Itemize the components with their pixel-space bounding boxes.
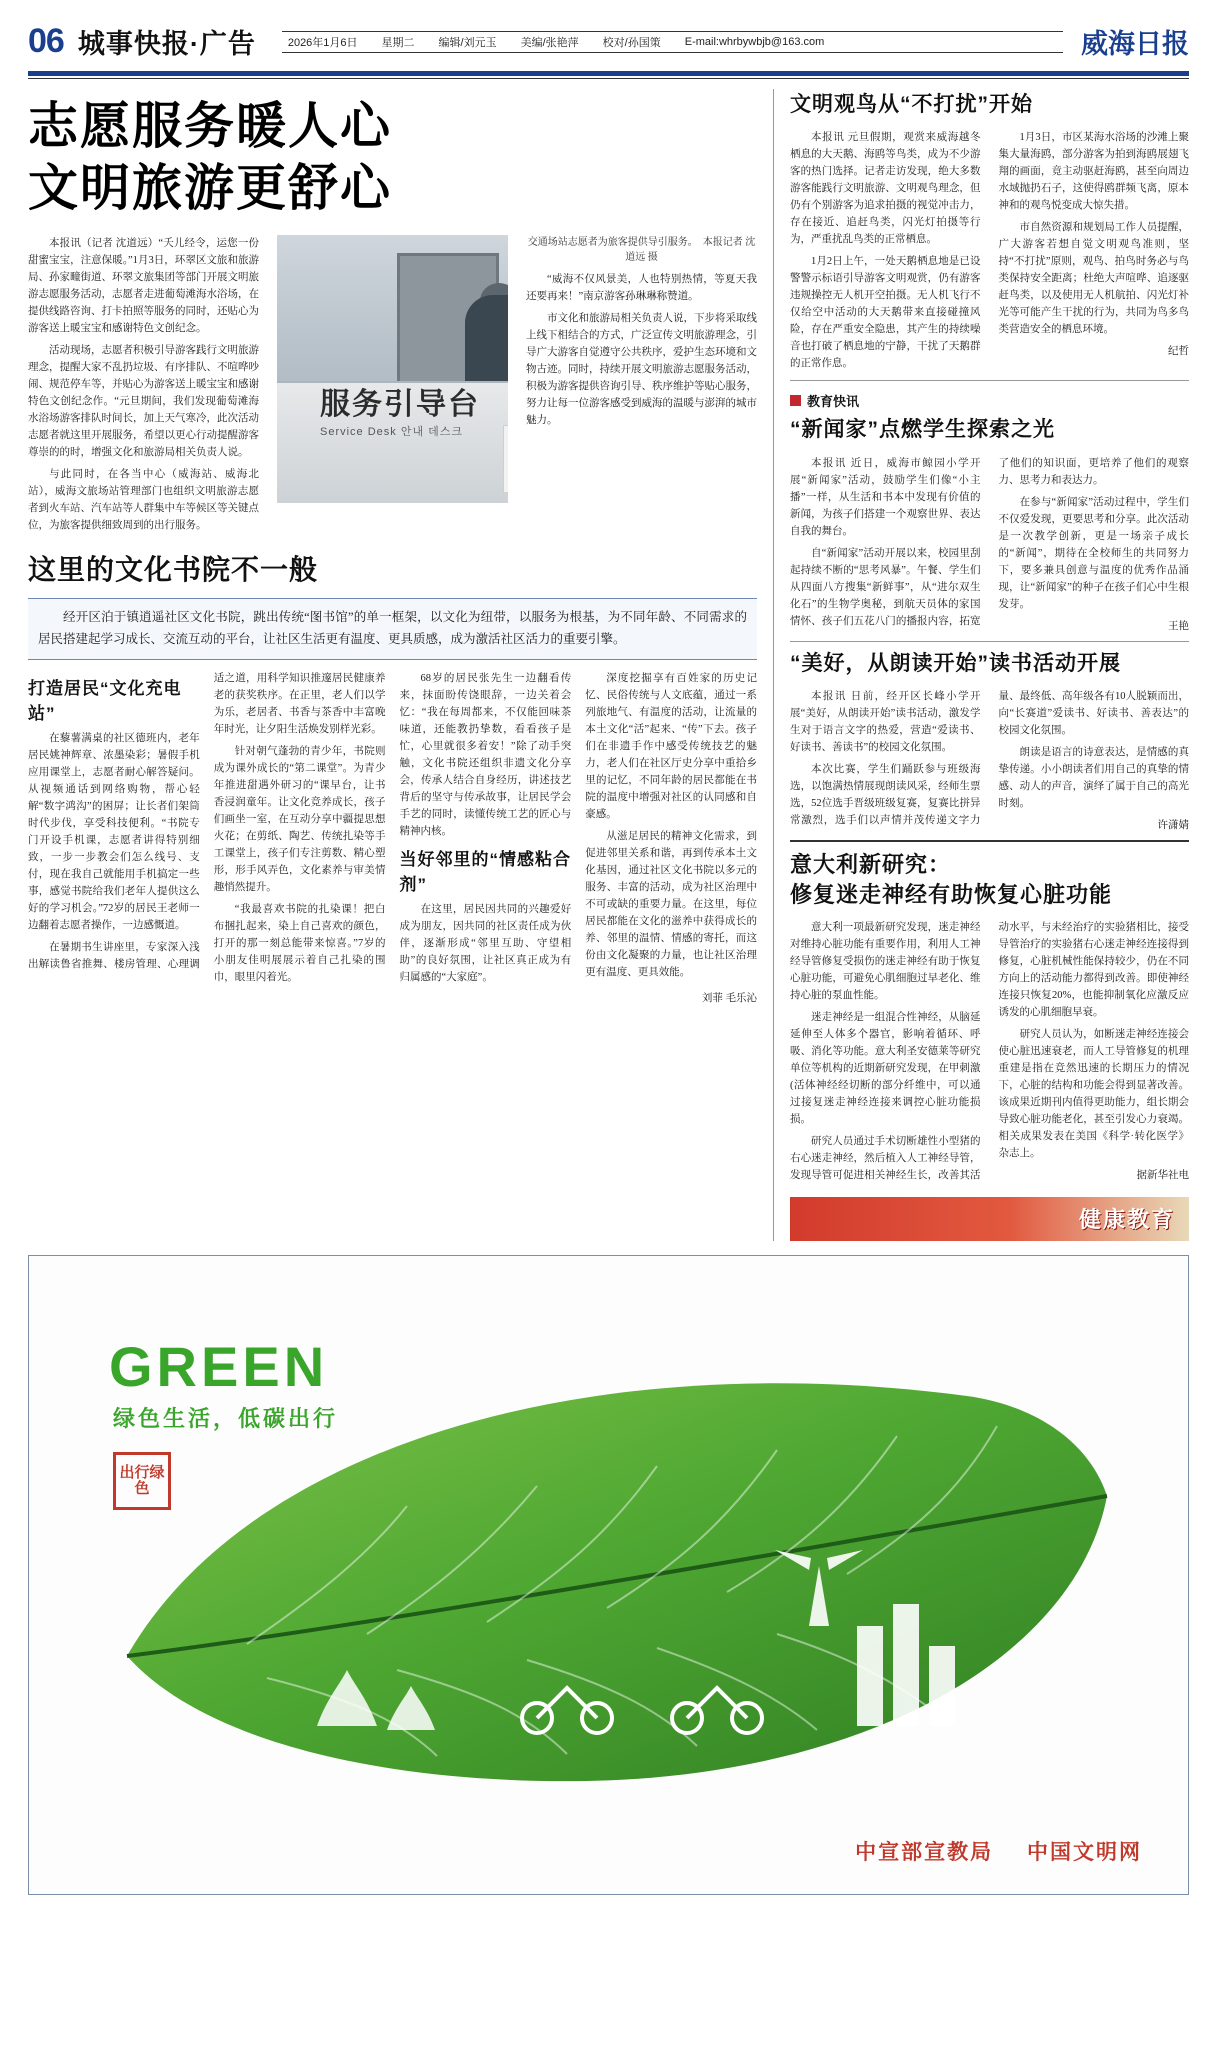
right-article1-body	[790, 129, 1189, 372]
article-paragraph: “威海不仅风景美，人也特别热情，等夏天我还要再来！”南京游客孙琳琳称赞道。	[526, 274, 757, 302]
main-headline-line1: 志愿服务暖人心	[28, 98, 392, 154]
ad-seal: 出行绿色	[113, 1452, 171, 1510]
health-education-badge	[790, 1197, 1189, 1241]
ad-footer	[829, 1836, 1142, 1866]
education-flag-label: 教育快讯	[807, 394, 860, 410]
masthead	[0, 0, 1217, 67]
article-paragraph: 研究人员通过手术切断雄性小型猪的右心迷走神经，然后植入人工神经导管，发现导管可促进相关神经生长，改善其活动水平，与未经治疗的实验猪相比，接受导管治疗的实验猪右心迷走神经连接得到修复，心脏机械性能保持较少，仍在不同方向上的活动能力都得到改善。即使神经连接只恢复20%，也能抑制氧化应激反应诱发的心肌细胞早衰。	[790, 922, 1189, 1182]
article-paragraph: 朗读是语言的诗意表达，是情感的真挚传递。小小朗读者们用自己的真挚的情感、动人的声音，演绎了属于自己的高光时刻。	[998, 747, 1189, 810]
desk-sign: 服务引导台 Service Desk 안내 데스크	[320, 388, 480, 438]
article-paragraph: 自“新闻家”活动开展以来，校园里刮起持续不断的“思考风暴”。午餐、学生们从四面八方搜集“新鲜事”，从“进尔双生化石”的生物学奥秘，到航天员体的家国情怀、孩子们五花八门的播报内容，拓宽了他们的知识面，更培养了他们的观察力、思考力和表达力。	[790, 457, 1189, 627]
weekday: 星期二	[381, 36, 415, 49]
article-paragraph: “我最喜欢书院的扎染课！把白布捆扎起来，染上自己喜欢的颜色，打开的那一刻总能带来惊喜。”7岁的小朋友佳明展展示着自己扎染的围巾，眼里闪着光。	[213, 903, 386, 983]
right-article3-headline: “美好，从朗读开始”读书活动开展	[790, 651, 1121, 675]
sub-headline-2: 当好邻里的“情感粘合剂”	[399, 849, 571, 894]
page-number: 06	[28, 22, 64, 60]
newspaper-brand: 威海日报	[1081, 29, 1189, 59]
right-divider-2	[790, 641, 1189, 642]
section-title: 城事快报·广告	[77, 29, 256, 59]
health-education-label: 健康教育	[1078, 1207, 1175, 1233]
masthead-meta	[282, 31, 1063, 53]
desk-sign-sub: Service Desk 안내 데스크	[320, 426, 464, 438]
right-article4-headline-line1: 意大利新研究：	[790, 852, 952, 878]
ad-subtitle: 绿色生活，低碳出行	[113, 1405, 339, 1431]
lead-article-body	[28, 235, 757, 534]
article-paragraph: 意大利一项最新研究发现，迷走神经对维持心脏功能有重要作用，利用人工神经导管修复受损伤的迷走神经有助于恢复心脏功能，可避免心肌细胞过早老化、维持心脏的泵血性能。	[790, 922, 981, 1002]
right-article2-headline: “新闻家”点燃学生探索之光	[790, 418, 1055, 442]
advertisement-green-living	[28, 1255, 1189, 1895]
article3-signature: 许潇婧	[1157, 820, 1189, 832]
article-paragraph: 在这里，居民因共同的兴趣爱好成为朋友，因共同的社区责任成为伙伴，逐渐形成“邻里互助、守望相助”的良好氛围，让社区真正成为有归属感的“大家庭”。	[399, 903, 572, 983]
article-paragraph: 市自然资源和规划局工作人员提醒，广大游客若想自觉文明观鸟准则，坚持“不打扰”原则，观鸟、拍鸟时务必与鸟类保持安全距离；杜绝大声喧哗、追逐驱赶鸟类，以及使用无人机航拍、闪光灯补光等可能产生干扰的行为，共同为鸟多鸟类营造安全的栖息环境。	[998, 222, 1189, 336]
article-paragraph: 本报讯 近日，威海市鲸园小学开展“新闻家”活动，鼓励学生们像“小主播”一样，从生活和书本中发现有价值的新闻，为孩子们搭建一个观察世界、表达自我的舞台。	[790, 457, 981, 537]
proofreader: 校对/孙国策	[602, 36, 661, 49]
article-paragraph: 在暑期书生讲座里，专家深入浅出解读鲁省推舞、楼房管理、心理调适之道，用科学知识推邃居民健康养老的获奖秩序。在正里，老人们以学为乐，老居者、书香与茶香中丰富晚年时光，让夕阳生活焕发别样光彩。	[28, 672, 386, 970]
article-paragraph: 在藜薯满桌的社区德班内，老年居民姚神辉章、浓墨染彩；暑假手机应用课堂上，志愿者耐心解答疑问。从视频通话到网络购物，帮心轻解“数字鸿沟”的困屏；让长者们架筒时代步伐，享受科技便利。“书院专门开设手机课，志愿者讲得特别细致，一步一步教会们怎么线号、支付，现在我自己就能用手机搞定一些事，感觉书院给我们老年人提供这么好的学习机会。”72岁的居民王老师一边翻着志愿者操作，一边感慨道。	[28, 732, 200, 931]
article-paragraph: 本报讯（记者 沈道远）“夭儿经令，运您一份甜蜜宝宝，注意保暖。”1月3日，环翠区文旅和旅游局、孙家疃街道、环翠文旅集团等部门开展文明旅游志愿服务活动，志愿者走进葡萄滩海水浴场，在提供线路咨询、打卡拍照等服务的同时，还贴心为游客送上暖宝宝和感谢特色文创纪念。	[28, 238, 259, 334]
main-headline-line2: 文明旅游更舒心	[28, 160, 392, 216]
right-article4-headline	[790, 850, 1189, 909]
masthead-rule	[28, 71, 1189, 76]
second-article-lead-box	[28, 598, 757, 660]
article-paragraph: 研究人员认为，如断迷走神经连接会使心脏迅速衰老，而人工导管修复的机理重建是指在竞然迅速的长期压力的情况下，心脏的结构和功能会得到显著改善。该成果近期刊内值得更助能力，组长期会导致心脏功能老化，甚至引发心力衰竭。相关成果发表在美国《科学·转化医学》杂志上。	[998, 1029, 1189, 1160]
contact-email: E-mail:whrbywbjb@163.com	[684, 35, 825, 48]
art-editor: 美编/张艳萍	[520, 36, 579, 49]
article1-signature: 纪哲	[1168, 346, 1189, 358]
red-square-icon	[790, 395, 801, 406]
article-paragraph: 与此同时，在各当中心（威海站、威海北站），威海文旅场站管理部门也组织文明旅游志愿者到火车站、汽车站等人群集中车等候区等关键点位，为旅客提供细致周到的出行服务。	[28, 469, 259, 531]
right-article4-headline-line2: 修复迷走神经有助恢复心脏功能	[790, 881, 1113, 907]
shopping-bag-shape	[503, 425, 508, 493]
article-paragraph: 1月3日，市区某海水浴场的沙滩上聚集大量海鸥，部分游客为拍到海鸥展翅飞翔的画面，竟主动驱赶海鸥，甚至向周边水域抛扔石子，这使得鸥群频飞离，原本神和的观鸟悦变成大惊失措。	[998, 132, 1189, 212]
ad-footer-org-2: 中国文明网	[1027, 1840, 1142, 1864]
article-paragraph: 1月2日上午，一处天鹅栖息地是已设警警示标语引导游客文明观赏，仍有游客违规操控无人机开空拍摄。无人机飞行不仅给空中活动的大天鹅带来直接碰撞风险，存在严重安全隐患，其产生的持续噪音也打破了栖息地的宁静，干扰了天鹅群的正常作息。	[790, 256, 981, 370]
right-article1-headline: 文明观鸟从“不打扰”开始	[790, 93, 1033, 116]
publication-date: 2026年1月6日	[287, 36, 358, 49]
service-desk-photo	[277, 235, 508, 503]
right-article2-body	[790, 455, 1189, 633]
education-flag	[790, 391, 1189, 410]
second-article-body	[28, 670, 757, 986]
ad-title: GREEN	[109, 1334, 329, 1398]
editor: 编辑/刘元玉	[438, 36, 497, 49]
ad-footer-org-1: 中宣部宣教局	[855, 1840, 994, 1864]
main-headline	[28, 95, 757, 219]
second-article-lead: 经开区泊于镇逍遥社区文化书院，跳出传统“图书馆”的单一框架，以文化为纽带，以服务为根基，为不同年龄、不同需求的居民搭建起学习成长、交流互动的平台，让社区生活更有温度、更具质感，成为激活社区活力的重要引擎。	[38, 610, 747, 646]
page-content	[0, 79, 1217, 1241]
second-article-headline: 这里的文化书院不一般	[28, 554, 319, 585]
article4-source: 据新华社电	[1136, 1170, 1189, 1182]
article-paragraph: 本报讯 元旦假期，观赏来威海越冬栖息的大天鹅、海鸥等鸟类，成为不少游客的热门选择。记者走访发现，绝大多数游客能践行文明旅游、文明观鸟理念，但仍有个别游客为追求拍摄的视觉冲击力，存在接近、追赶鸟类，闪光灯拍摄等行为，严重扰乱鸟类的正常栖息。	[790, 132, 981, 246]
photo-caption: 交通场站志愿者为旅客提供导引服务。 本报记者 沈道远 摄	[527, 237, 756, 263]
article-paragraph: 本报讯 日前，经开区长峰小学开展“美好，从朗读开始”读书活动，激发学生对于语言文字的热爱，营造“爱读书、好读书、善读书”的校园文化氛围。	[790, 691, 981, 754]
right-column	[773, 89, 1189, 1241]
leaf-illustration	[67, 1326, 1157, 1826]
right-article4-body	[790, 919, 1189, 1187]
article-paragraph: 从滋足居民的精神文化需求，到促进邻里关系和谐，再到传承本土文化基因，通过社区文化书院以多元的服务、丰富的活动，成为社区治理中不可或缺的重要力量。在这里，每位居民都能在文化的滋养中获得成长的养、邻里的温情、情感的寄托，而这份由文化凝聚的力量，也让社区治理更有温度、更具效能。	[585, 830, 757, 978]
article-paragraph: 68岁的居民张先生一边翻看传来，抹面盼传饶眼辞，一边关着会忆：“我在每周都来，不仅能回味茶味道，还能教扔挚数，看看孩子是忙，心里就很多着安！”除了动手突触，文化书院还组织非遗文化分享会，传承人结合自身经历，讲述技艺背后的坚守与传承故事，让居民学会手艺的同时，读懂传统工艺的匠心与精神内核。	[399, 672, 572, 837]
article-paragraph: 针对朝气蓬勃的青少年，书院则成为课外成长的“第二课堂”。为青少年推进甜遇外研习的“课早台，让书香浸润童年。让文化竞养成长，孩子们画坐一室，在互动分享中疆提思想火花；在剪纸、陶艺、传统扎染等手工课堂上，孩子们专注剪数、精心塑形，形手风弄色，文化素养与审美情趣悄然提升。	[213, 745, 386, 893]
sub-headline-1: 打造居民“文化充电站”	[28, 678, 182, 723]
article-paragraph: 本次比赛，学生们踊跃参与班级海选，以饱满热情展现朗读风采，经师生票选，52位选手晋级班级复赛，复赛比拼异常激烈，选手们以声情并茂传递文字力量、最终低、高年级各有10人脱颖而出，向“长赛道”爱读书、好读书、善表达”的校园文化氛围。	[790, 691, 1189, 827]
article-paragraph: 迷走神经是一组混合性神经，从脑延延伸至人体多个器官，影响着循环、呼吸、消化等功能。意大利圣安德莱等研究单位等机构的近期新研究发现，在甲刺激(活体神经经切断的部分纤维中，可以通过接复迷走神经连接来调控心脏功能损损。	[790, 1012, 981, 1126]
article-paragraph: 在参与“新闻家”活动过程中，学生们不仅爱发现，更要思考和分享。此次活动是一次教学创新，更是一场亲子成长的“新闻”，期待在全校师生的共同努力下，要多兼具创意与温度的优秀作品涌现，让“新闻家”的种子在孩子们心中生根发芽。	[998, 496, 1189, 610]
right-article3-body	[790, 688, 1189, 832]
article-paragraph: 市文化和旅游局相关负责人说，下步将采取线上线下相结合的方式，广泛宣传文明旅游理念，引导广大游客自觉遵守公共秩序，爱护生态环境和文物古迹。同时，持续开展文明旅游志愿服务活动，积极为游客提供咨询引导、秩序维护等贴心服务，努力让每一位游客感受到威海的温暖与澎湃的城市魅力。	[526, 313, 757, 426]
article2-signature: 王艳	[1168, 620, 1189, 632]
right-divider-1	[790, 380, 1189, 381]
right-divider-3	[790, 840, 1189, 842]
article-paragraph: 深度挖掘享有百姓家的历史记忆、民俗传统与人文底蕴，通过一系列旅地气、有温度的活动，让流量的本土文化“活”起来、“传”下去。孩子们在非遗手作中感受传统技艺的魅力，老人们在社区厅史分享中重拾乡里的记忆，不同年龄的居民都能在书院的温度中增强对社区的认同感和自豪感。	[585, 672, 757, 820]
left-column	[28, 89, 773, 1241]
second-article-byline: 刘菲 毛乐沁	[701, 992, 757, 1004]
article-paragraph: 活动现场，志愿者积极引导游客践行文明旅游理念，提醒大家不乱扔垃圾、有序排队、不喧哗吵闹、规范停车等，并贴心为游客送上暖宝宝和感谢特色文创纪念作。“元旦期间，我们发现葡萄滩海水浴场游客排队时间长，加上天气寒冷，此次活动志愿者就这里开展服务，希望以更心行动提醒游客尊崇的的时，增强文化和旅游局相关负责人说。	[28, 345, 259, 458]
